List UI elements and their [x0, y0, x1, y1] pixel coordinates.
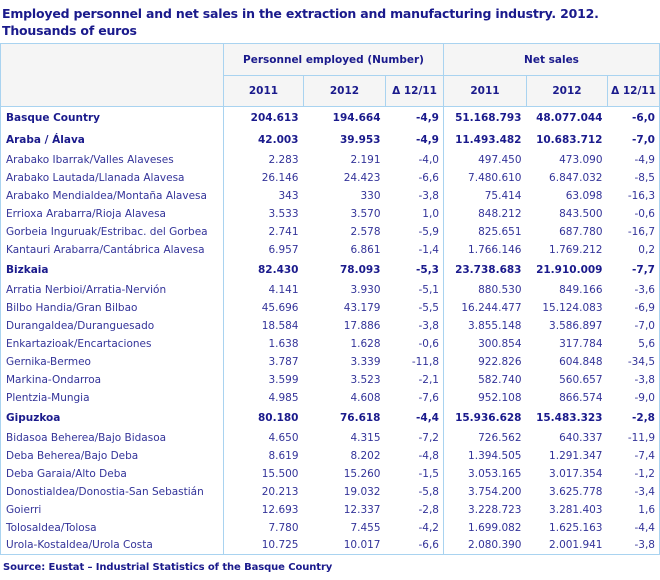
value-cell: 26.146 — [224, 169, 304, 187]
value-cell: 849.166 — [527, 281, 608, 299]
value-cell: 80.180 — [224, 407, 304, 429]
value-cell: -5,8 — [386, 483, 444, 501]
region-label: Kantauri Arabarra/Cantábrica Alavesa — [1, 241, 224, 259]
value-cell: 23.738.683 — [444, 259, 527, 281]
value-cell: -2,1 — [386, 371, 444, 389]
page-title-line1: Employed personnel and net sales in the extraction and manufacturing industry. 2012. — [2, 6, 599, 21]
table-row — [1, 407, 660, 429]
table-row — [1, 537, 660, 555]
value-cell: -4,9 — [608, 151, 660, 169]
value-cell: 2.080.390 — [444, 537, 527, 555]
value-cell: 604.848 — [527, 353, 608, 371]
value-cell: 20.213 — [224, 483, 304, 501]
table-row — [1, 389, 660, 407]
region-label: Arabako Lautada/Llanada Alavesa — [1, 169, 224, 187]
region-label: Bidasoa Beherea/Bajo Bidasoa — [1, 429, 224, 447]
region-label: Tolosaldea/Tolosa — [1, 519, 224, 537]
value-cell: 726.562 — [444, 429, 527, 447]
value-cell: 4.141 — [224, 281, 304, 299]
value-cell: 560.657 — [527, 371, 608, 389]
value-cell: 8.619 — [224, 447, 304, 465]
table-row — [1, 281, 660, 299]
value-cell: -3,4 — [608, 483, 660, 501]
value-cell: 3.281.403 — [527, 501, 608, 519]
table-row — [1, 151, 660, 169]
value-cell: 3.533 — [224, 205, 304, 223]
table-row — [1, 429, 660, 447]
value-cell: 1,0 — [386, 205, 444, 223]
value-cell: 45.696 — [224, 299, 304, 317]
value-cell: 3.339 — [304, 353, 386, 371]
value-cell: 7.780 — [224, 519, 304, 537]
value-cell: -6,6 — [386, 169, 444, 187]
table-row — [1, 519, 660, 537]
value-cell: 204.613 — [224, 107, 304, 129]
value-cell: -6,6 — [386, 537, 444, 555]
value-cell: 48.077.044 — [527, 107, 608, 129]
value-cell: 18.584 — [224, 317, 304, 335]
col-header-personnel-delta: Δ 12/11 — [386, 76, 444, 107]
value-cell: 63.098 — [527, 187, 608, 205]
value-cell: 843.500 — [527, 205, 608, 223]
value-cell: 8.202 — [304, 447, 386, 465]
region-label: Urola-Kostaldea/Urola Costa — [1, 537, 224, 555]
value-cell: -3,6 — [608, 281, 660, 299]
value-cell: 15.936.628 — [444, 407, 527, 429]
region-label: Bilbo Handia/Gran Bilbao — [1, 299, 224, 317]
value-cell: 12.337 — [304, 501, 386, 519]
col-header-netsales-delta: Δ 12/11 — [608, 76, 660, 107]
value-cell: 922.826 — [444, 353, 527, 371]
value-cell: -7,4 — [608, 447, 660, 465]
value-cell: -7,0 — [608, 129, 660, 151]
value-cell: 0,2 — [608, 241, 660, 259]
table-row — [1, 371, 660, 389]
table-row — [1, 465, 660, 483]
value-cell: -4,2 — [386, 519, 444, 537]
value-cell: -2,8 — [386, 501, 444, 519]
page-title — [0, 0, 660, 39]
value-cell: -4,9 — [386, 107, 444, 129]
region-label: Gernika-Bermeo — [1, 353, 224, 371]
value-cell: 24.423 — [304, 169, 386, 187]
value-cell: -4,0 — [386, 151, 444, 169]
table-row — [1, 483, 660, 501]
value-cell: 4.985 — [224, 389, 304, 407]
value-cell: 15.124.083 — [527, 299, 608, 317]
corner-cell — [1, 44, 224, 107]
value-cell: -16,7 — [608, 223, 660, 241]
value-cell: -5,5 — [386, 299, 444, 317]
value-cell: 1.638 — [224, 335, 304, 353]
value-cell: 300.854 — [444, 335, 527, 353]
value-cell: 640.337 — [527, 429, 608, 447]
value-cell: 1.769.212 — [527, 241, 608, 259]
col-header-netsales-2012: 2012 — [527, 76, 608, 107]
value-cell: 21.910.009 — [527, 259, 608, 281]
value-cell: -5,3 — [386, 259, 444, 281]
region-label: Deba Beherea/Bajo Deba — [1, 447, 224, 465]
value-cell: -3,8 — [386, 317, 444, 335]
value-cell: 2.001.941 — [527, 537, 608, 555]
value-cell: 3.855.148 — [444, 317, 527, 335]
value-cell: 5,6 — [608, 335, 660, 353]
value-cell: 11.493.482 — [444, 129, 527, 151]
value-cell: 1.394.505 — [444, 447, 527, 465]
value-cell: 582.740 — [444, 371, 527, 389]
value-cell: -7,2 — [386, 429, 444, 447]
value-cell: -7,0 — [608, 317, 660, 335]
value-cell: -4,4 — [386, 407, 444, 429]
value-cell: 473.090 — [527, 151, 608, 169]
value-cell: 1,6 — [608, 501, 660, 519]
value-cell: 3.599 — [224, 371, 304, 389]
value-cell: -5,9 — [386, 223, 444, 241]
value-cell: -1,2 — [608, 465, 660, 483]
table-row — [1, 241, 660, 259]
group-header-personnel: Personnel employed (Number) — [224, 44, 444, 76]
value-cell: -6,9 — [608, 299, 660, 317]
col-header-personnel-2011: 2011 — [224, 76, 304, 107]
value-cell: 10.683.712 — [527, 129, 608, 151]
region-label: Enkartazioak/Encartaciones — [1, 335, 224, 353]
region-label: Gorbeia Inguruak/Estribac. del Gorbea — [1, 223, 224, 241]
value-cell: 3.625.778 — [527, 483, 608, 501]
region-label: Bizkaia — [1, 259, 224, 281]
value-cell: 330 — [304, 187, 386, 205]
value-cell: -9,0 — [608, 389, 660, 407]
value-cell: -3,8 — [386, 187, 444, 205]
region-label: Arratia Nerbioi/Arratia-Nervión — [1, 281, 224, 299]
value-cell: 1.291.347 — [527, 447, 608, 465]
value-cell: 39.953 — [304, 129, 386, 151]
value-cell: 880.530 — [444, 281, 527, 299]
value-cell: -4,4 — [608, 519, 660, 537]
col-header-personnel-2012: 2012 — [304, 76, 386, 107]
region-label: Markina-Ondarroa — [1, 371, 224, 389]
value-cell: 2.191 — [304, 151, 386, 169]
region-label: Errioxa Arabarra/Rioja Alavesa — [1, 205, 224, 223]
value-cell: 7.455 — [304, 519, 386, 537]
value-cell: 1.625.163 — [527, 519, 608, 537]
value-cell: -4,8 — [386, 447, 444, 465]
value-cell: 15.483.323 — [527, 407, 608, 429]
table-row — [1, 299, 660, 317]
region-label: Basque Country — [1, 107, 224, 129]
value-cell: 1.699.082 — [444, 519, 527, 537]
table-row — [1, 335, 660, 353]
value-cell: 10.725 — [224, 537, 304, 555]
value-cell: 497.450 — [444, 151, 527, 169]
value-cell: 3.053.165 — [444, 465, 527, 483]
value-cell: 82.430 — [224, 259, 304, 281]
source-note: Source: Eustat – Industrial Statistics of the Basque Country — [3, 562, 333, 573]
value-cell: 4.650 — [224, 429, 304, 447]
value-cell: -8,5 — [608, 169, 660, 187]
table-row — [1, 169, 660, 187]
table-row — [1, 447, 660, 465]
value-cell: 75.414 — [444, 187, 527, 205]
value-cell: 3.586.897 — [527, 317, 608, 335]
col-header-netsales-2011: 2011 — [444, 76, 527, 107]
table-row — [1, 205, 660, 223]
table-row — [1, 107, 660, 129]
region-label: Gipuzkoa — [1, 407, 224, 429]
value-cell: -3,8 — [608, 537, 660, 555]
value-cell: 17.886 — [304, 317, 386, 335]
value-cell: 952.108 — [444, 389, 527, 407]
value-cell: -11,9 — [608, 429, 660, 447]
value-cell: 76.618 — [304, 407, 386, 429]
value-cell: 687.780 — [527, 223, 608, 241]
value-cell: 3.228.723 — [444, 501, 527, 519]
region-label: Deba Garaia/Alto Deba — [1, 465, 224, 483]
value-cell: 6.847.032 — [527, 169, 608, 187]
value-cell: 6.957 — [224, 241, 304, 259]
value-cell: 194.664 — [304, 107, 386, 129]
value-cell: -7,6 — [386, 389, 444, 407]
value-cell: 1.766.146 — [444, 241, 527, 259]
table-row — [1, 187, 660, 205]
value-cell: 19.032 — [304, 483, 386, 501]
value-cell: -34,5 — [608, 353, 660, 371]
table-row — [1, 317, 660, 335]
value-cell: 2.741 — [224, 223, 304, 241]
value-cell: 343 — [224, 187, 304, 205]
region-label: Arabako Ibarrak/Valles Alaveses — [1, 151, 224, 169]
value-cell: 3.017.354 — [527, 465, 608, 483]
value-cell: -11,8 — [386, 353, 444, 371]
region-label: Plentzia-Mungia — [1, 389, 224, 407]
value-cell: 7.480.610 — [444, 169, 527, 187]
table-body — [1, 107, 660, 555]
value-cell: -1,4 — [386, 241, 444, 259]
value-cell: 317.784 — [527, 335, 608, 353]
value-cell: 15.500 — [224, 465, 304, 483]
region-label: Araba / Álava — [1, 129, 224, 151]
value-cell: -7,7 — [608, 259, 660, 281]
value-cell: -1,5 — [386, 465, 444, 483]
value-cell: 2.283 — [224, 151, 304, 169]
value-cell: 16.244.477 — [444, 299, 527, 317]
value-cell: 78.093 — [304, 259, 386, 281]
table-row — [1, 129, 660, 151]
table-row — [1, 223, 660, 241]
region-label: Donostialdea/Donostia-San Sebastián — [1, 483, 224, 501]
value-cell: 848.212 — [444, 205, 527, 223]
value-cell: 42.003 — [224, 129, 304, 151]
table-header — [1, 44, 660, 107]
value-cell: 12.693 — [224, 501, 304, 519]
value-cell: -3,8 — [608, 371, 660, 389]
value-cell: -6,0 — [608, 107, 660, 129]
statistics-table — [0, 43, 660, 555]
value-cell: -5,1 — [386, 281, 444, 299]
value-cell: 43.179 — [304, 299, 386, 317]
value-cell: 2.578 — [304, 223, 386, 241]
value-cell: 51.168.793 — [444, 107, 527, 129]
value-cell: 866.574 — [527, 389, 608, 407]
region-label: Arabako Mendialdea/Montaña Alavesa — [1, 187, 224, 205]
group-header-row — [1, 44, 660, 76]
value-cell: 1.628 — [304, 335, 386, 353]
value-cell: 3.787 — [224, 353, 304, 371]
value-cell: 3.754.200 — [444, 483, 527, 501]
value-cell: 3.570 — [304, 205, 386, 223]
value-cell: 825.651 — [444, 223, 527, 241]
value-cell: 4.608 — [304, 389, 386, 407]
region-label: Goierri — [1, 501, 224, 519]
value-cell: 6.861 — [304, 241, 386, 259]
value-cell: -4,9 — [386, 129, 444, 151]
value-cell: -0,6 — [386, 335, 444, 353]
group-header-netsales: Net sales — [444, 44, 660, 76]
table-row — [1, 353, 660, 371]
value-cell: -0,6 — [608, 205, 660, 223]
value-cell: 3.930 — [304, 281, 386, 299]
region-label: Durangaldea/Duranguesado — [1, 317, 224, 335]
table-row — [1, 259, 660, 281]
table-row — [1, 501, 660, 519]
value-cell: -2,8 — [608, 407, 660, 429]
page-title-line2: Thousands of euros — [2, 23, 137, 38]
value-cell: 10.017 — [304, 537, 386, 555]
value-cell: 15.260 — [304, 465, 386, 483]
value-cell: 3.523 — [304, 371, 386, 389]
value-cell: -16,3 — [608, 187, 660, 205]
value-cell: 4.315 — [304, 429, 386, 447]
